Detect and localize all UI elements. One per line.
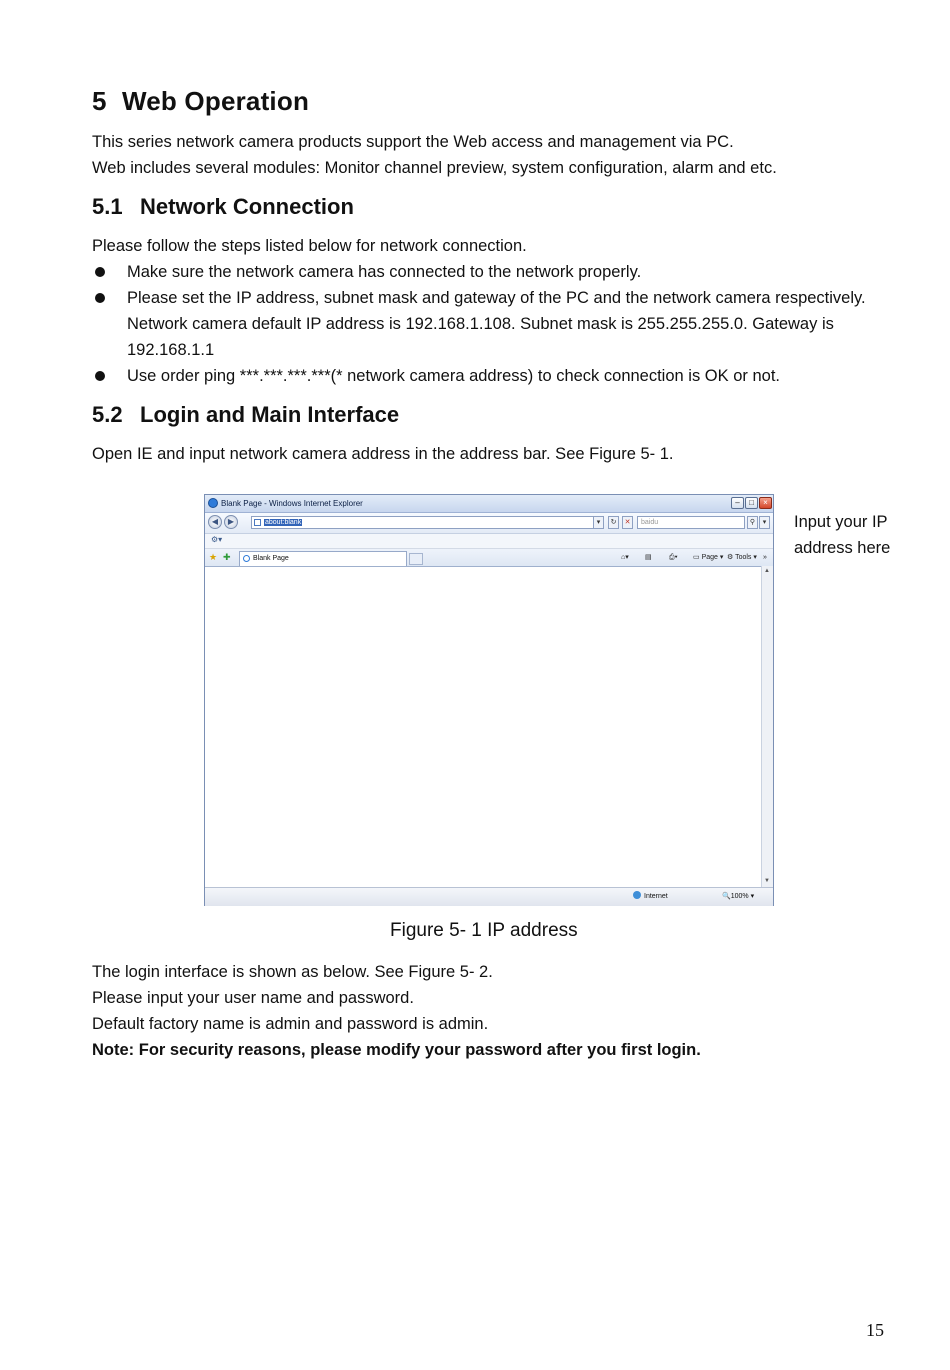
globe-icon [633,891,641,899]
section-number: 5.1 [92,194,123,219]
network-lead: Please follow the steps listed below for network connection. [92,237,527,255]
section-heading-login [92,402,399,428]
chapter-heading [92,86,309,117]
home-icon[interactable]: ⌂▾ [621,554,629,561]
address-value: about:blank [265,519,302,526]
links-bar [205,534,773,549]
maximize-icon[interactable]: □ [745,497,758,509]
login-lead: Open IE and input network camera address in the address bar. See Figure 5- 1. [92,445,674,463]
bullet-icon [95,371,105,381]
page-menu-label: Page [701,554,718,561]
ie-title-bar [205,495,773,513]
section-heading-network-connection [92,194,354,220]
search-input[interactable]: baidu [637,516,745,529]
outro-line-3: Default factory name is admin and password is admin. [92,1015,489,1033]
tab-blank-page[interactable] [239,551,407,566]
bullet-text: Use order ping ***.***.***.***(* network camera address) to check connection is OK or not. [127,367,780,385]
vertical-scrollbar[interactable] [761,566,773,887]
tools-menu-label: Tools [735,554,752,561]
minimize-icon[interactable]: – [731,497,744,509]
zoom-control[interactable]: 🔍100% ▾ [722,893,755,900]
refresh-icon[interactable]: ↻ [608,516,619,529]
bullet-icon [95,293,105,303]
links-bar-icon[interactable]: ⚙▾ [211,535,223,544]
bullet-item [92,363,902,389]
search-options-icon[interactable]: ▾ [759,516,770,529]
search-icon[interactable]: ⚲ [747,516,758,529]
figure-callout [794,509,890,561]
outro-line-1: The login interface is shown as below. See Figure 5- 2. [92,963,493,981]
security-note: Note: For security reasons, please modify your password after you first login. [92,1041,701,1059]
ie-window-title: Blank Page - Windows Internet Explorer [221,499,363,508]
page-icon [254,519,261,526]
chapter-number: 5 [92,86,107,116]
status-bar [205,887,773,906]
outro-line-2: Please input your user name and password. [92,989,414,1007]
tools-menu[interactable]: ⚙ Tools ▾ [727,554,757,561]
page-number: 15 [866,1320,884,1340]
figure-caption: Figure 5- 1 IP address [390,920,578,941]
tab-page-icon [243,555,250,562]
scroll-up-icon[interactable]: ▲ [764,568,770,574]
address-dropdown-icon[interactable]: ▾ [593,516,604,529]
ie-window-screenshot [204,494,774,906]
back-icon[interactable]: ◀ [208,515,222,529]
favorites-star-icon[interactable]: ★ [209,552,218,562]
intro-line-1: This series network camera products support the Web access and management via PC. [92,133,734,151]
zone-indicator [633,891,668,902]
bullet-text: Please set the IP address, subnet mask and gateway of the PC and the network camera respectively. Network camera default IP address is 192.168.1.108. Subnet mask is 255.255.255.0. Gateway is 192.168.1.1 [127,289,866,359]
address-bar[interactable] [251,516,603,529]
chevron-right-icon[interactable]: » [763,554,767,561]
bullet-text: Make sure the network camera has connected to the network properly. [127,263,642,281]
page-content-area[interactable] [205,566,762,888]
section-number: 5.2 [92,402,123,427]
tab-label: Blank Page [253,555,289,562]
chapter-title: Web Operation [122,86,310,116]
callout-line-1: Input your IP [794,513,888,531]
print-icon[interactable]: ⎙▾ [669,554,678,561]
forward-icon[interactable]: ▶ [224,515,238,529]
bullet-item [92,285,902,363]
zoom-value: 100% [730,893,749,900]
bullet-icon [95,267,105,277]
feeds-icon[interactable]: ▤ [645,554,652,561]
stop-icon[interactable]: ✕ [622,516,633,529]
bullet-item [92,259,902,285]
new-tab-button[interactable] [409,553,423,565]
zone-label: Internet [644,893,668,900]
page-menu[interactable]: ▭ Page ▾ [693,554,724,561]
ie-navigation-bar [205,513,773,534]
add-favorites-icon[interactable]: ✚ [223,552,231,562]
ie-logo-icon [208,498,218,508]
callout-line-2: address here [794,539,891,557]
close-icon[interactable]: × [759,497,772,509]
section-title: Login and Main Interface [140,402,400,427]
scroll-down-icon[interactable]: ▼ [764,878,770,884]
intro-line-2: Web includes several modules: Monitor channel preview, system configuration, alarm and etc. [92,159,777,177]
section-title: Network Connection [140,194,354,219]
